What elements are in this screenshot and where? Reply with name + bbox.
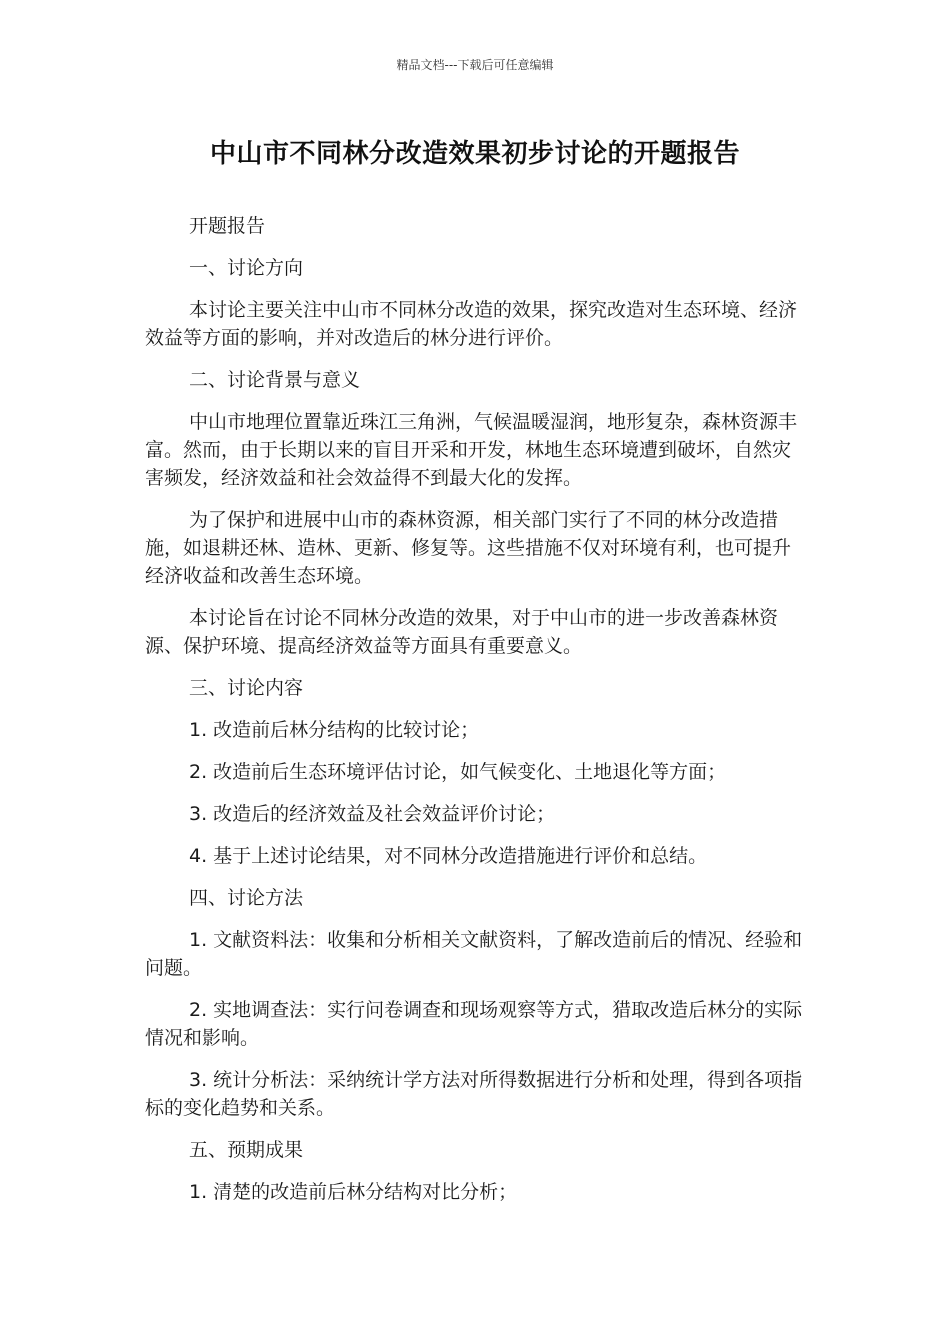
section-heading-outcomes: 五、预期成果 xyxy=(189,1139,304,1161)
section-heading-background: 二、讨论背景与意义 xyxy=(189,369,361,391)
list-item-outcome-1: 1. 清楚的改造前后林分结构对比分析； xyxy=(189,1181,518,1203)
paragraph-direction: 本讨论主要关注中山市不同林分改造的效果，探究改造对生态环境、经济效益等方面的影响，并对改造后的林分进行评价。 xyxy=(145,299,798,349)
paragraph-background-3: 本讨论旨在讨论不同林分改造的效果，对于中山市的进一步改善森林资源、保护环境、提高经济效益等方面具有重要意义。 xyxy=(145,607,779,657)
section-heading-methods: 四、讨论方法 xyxy=(189,887,304,909)
list-item-content-2: 2. 改造前后生态环境评估讨论，如气候变化、土地退化等方面； xyxy=(189,761,727,783)
paragraph-report-label: 开题报告 xyxy=(189,215,266,237)
list-item-content-4: 4. 基于上述讨论结果，对不同林分改造措施进行评价和总结。 xyxy=(189,845,708,867)
paragraph-background-1: 中山市地理位置靠近珠江三角洲，气候温暖湿润，地形复杂，森林资源丰富。然而，由于长期以来的盲目开采和开发，林地生态环境遭到破坏，自然灾害频发，经济效益和社会效益得不到最大化的发挥。 xyxy=(145,411,798,489)
paragraph-background-2: 为了保护和进展中山市的森林资源，相关部门实行了不同的林分改造措施，如退耕还林、造林、更新、修复等。这些措施不仅对环境有利，也可提升经济收益和改善生态环境。 xyxy=(145,509,792,587)
section-heading-direction: 一、讨论方向 xyxy=(189,257,304,279)
document-title: 中山市不同林分改造效果初步讨论的开题报告 xyxy=(209,139,740,169)
list-item-method-2: 2. 实地调查法：实行问卷调查和现场观察等方式，猎取改造后林分的实际情况和影响。 xyxy=(145,999,803,1049)
list-item-method-1: 1. 文献资料法：收集和分析相关文献资料，了解改造前后的情况、经验和问题。 xyxy=(145,929,803,979)
section-heading-content: 三、讨论内容 xyxy=(189,677,304,699)
list-item-method-3: 3. 统计分析法：采纳统计学方法对所得数据进行分析和处理，得到各项指标的变化趋势和关系。 xyxy=(145,1069,803,1119)
document-body xyxy=(145,212,805,1220)
page-header-watermark: 精品文档---下载后可任意编辑 xyxy=(396,58,554,72)
list-item-content-1: 1. 改造前后林分结构的比较讨论； xyxy=(189,719,480,741)
list-item-content-3: 3. 改造后的经济效益及社会效益评价讨论； xyxy=(189,803,556,825)
